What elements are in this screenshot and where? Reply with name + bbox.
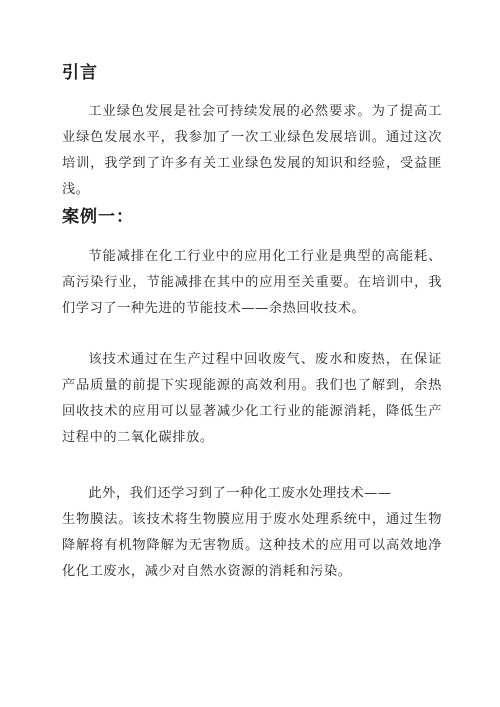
intro-paragraph: 工业绿色发展是社会可持续发展的必然要求。为了提高工业绿色发展水平，我参加了一次工业绿色发展培训。通过这次培训，我学到了许多有关工业绿色发展的知识和经验，受益匪浅。	[62, 104, 442, 197]
case-one-heading: 案例一：	[62, 207, 134, 227]
case-paragraph-wastewater-intro: 此外，我们还学习到了一种化工废水处理技术——	[88, 486, 392, 501]
case-paragraph-energy-saving: 节能减排在化工行业中的应用化工行业是典型的高能耗、高污染行业，节能减排在其中的应用至关重要。在培训中，我们学习了一种先进的节能技术——余热回收技术。	[62, 249, 442, 316]
intro-heading: 引言	[62, 63, 98, 83]
case-paragraph-biofilm: 生物膜法。该技术将生物膜应用于废水处理系统中，通过生物降解将有机物降解为无害物质。这种技术的应用可以高效地净化化工废水，减少对自然水资源的消耗和污染。	[62, 512, 442, 579]
case-paragraph-heat-recovery: 该技术通过在生产过程中回收废气、废水和废热，在保证产品质量的前提下实现能源的高效利用。我们也了解到，余热回收技术的应用可以显著减少化工行业的能源消耗，降低生产过程中的二氧化碳排放。	[62, 352, 442, 445]
